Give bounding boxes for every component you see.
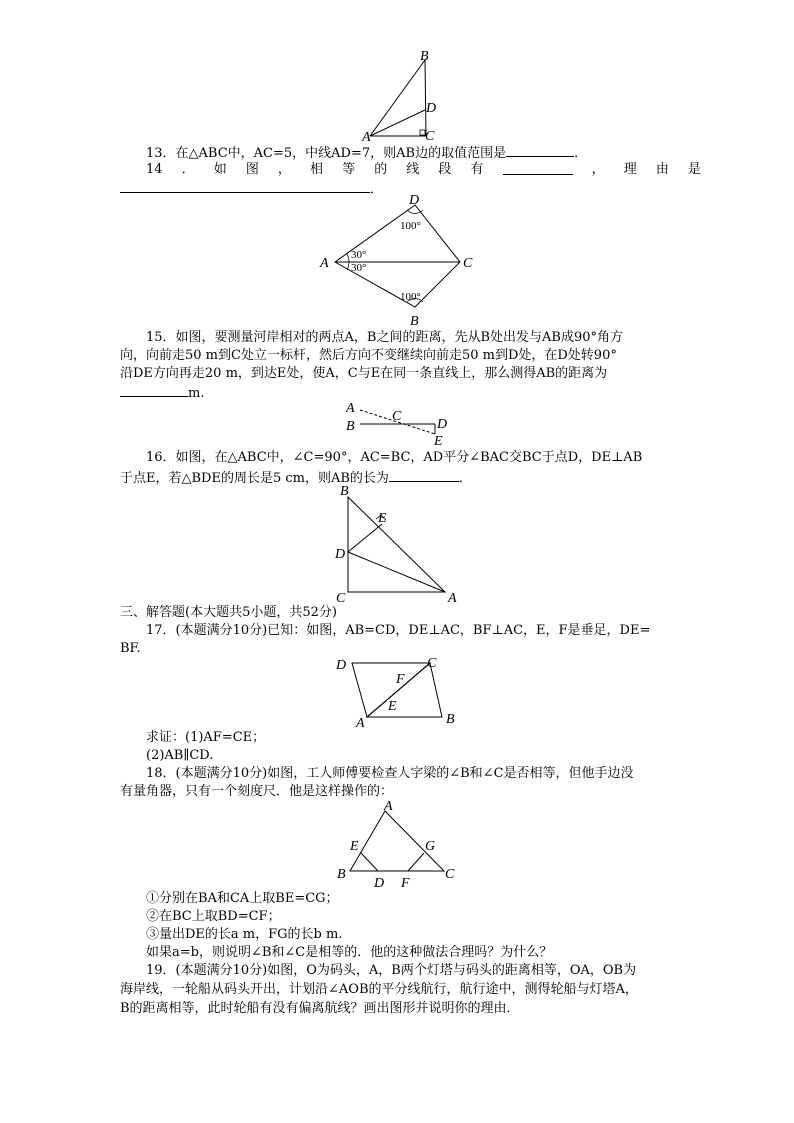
q18-label-g: G [425,839,436,854]
q18-step2: ②在BC上取BD=CF； [146,909,281,924]
q18-label-d: D [374,876,385,891]
q18-question: 如果a=b，则说明∠B和∠C是相等的．他的这种做法合理吗？为什么？ [146,945,553,960]
q18-label-f: F [401,876,410,891]
q14-angle-a2: 30° [351,262,367,274]
q14-angle-a1: 30° [351,249,367,261]
q14-label-d: D [409,193,420,208]
q14-label-c: C [463,256,473,271]
q16-line1: 16．如图，在△ABC中，∠C=90°，AC=BC，AD平分∠BAC交BC于点D，DE⊥AB [146,450,643,465]
q15-line3: 沿DE方向再走20 m，到达E处，使A，C与E在同一条直线上，那么测得AB的距离为 [120,366,608,381]
q15-label-a: A [346,401,355,416]
q15-label-b: B [346,419,355,434]
q15-line2: 向，向前走50 m到C处立一标杆，然后方向不变继续向前走50 m到D处，在D处转90° [120,348,617,363]
q13-label-c: C [425,129,435,143]
q17-label-d: D [336,658,347,673]
q17-label-c: C [427,656,437,671]
q16-figure [330,482,465,607]
q15-line1: 15．如图，要测量河岸相对的两点A，B之间的距离，先从B处出发与AB成90°角方 [146,330,624,345]
q15-label-c: C [392,409,402,424]
q15-label-e: E [434,434,443,448]
q15-figure [340,398,455,448]
q19-line2: 海岸线，一轮船从码头开出，计划沿∠AOB的平分线航行，航行途中，测得轮船与灯塔A， [120,982,638,997]
q18-figure [330,798,465,893]
q18-label-c: C [445,867,455,882]
q15-line4: m. [120,384,204,402]
q18-step1: ①分别在BA和CA上取BE=CG； [146,891,339,906]
q19-line1: 19．(本题满分10分)如图，O为码头，A，B两个灯塔与码头的距离相等，OA，OB为 [146,963,637,978]
q13-label-b: B [420,49,429,64]
q13-text: 13．在△ABC中，AC=5，中线AD=7，则AB边的取值范围是 ． [146,146,588,161]
q13-figure [360,48,440,143]
q17-prove1: 求证：(1)AF=CE； [146,730,266,745]
q15-label-d: D [437,417,448,432]
q17-line1: 17．(本题满分10分)已知：如图，AB=CD，DE⊥AC，BF⊥AC，E，F是垂足，DE= [146,623,651,638]
q17-label-b: B [446,712,455,727]
q17-line2: BF. [120,641,141,656]
q14-figure [315,192,480,328]
q17-label-f: F [396,672,405,687]
q16-label-e: E [378,511,387,526]
q13-label-a: A [362,130,371,143]
q14-label-b: B [410,314,419,328]
q16-label-a: A [448,591,457,606]
q18-line2: 有量角器，只有一个刻度尺．他是这样操作的： [120,784,394,799]
section-heading: 三、解答题(本大题共5小题，共52分) [120,605,337,620]
q18-step3: ③量出DE的长a m，FG的长b m. [146,927,343,942]
q14-label-a: A [320,256,329,271]
q19-line3: B的距离相等，此时轮船有没有偏离航线？画出图形并说明你的理由． [120,1001,520,1016]
q18-label-a: A [384,799,393,814]
q18-label-b: B [337,867,346,882]
q17-label-e: E [388,699,397,714]
q16-line2: 于点E，若△BDE的周长是5 cm，则AB的长为 ． [120,471,472,486]
q16-label-b: B [340,484,349,499]
q14-angle-top: 100° [400,220,421,232]
q18-line1: 18．(本题满分10分)如图，工人师傅要检查人字梁的∠B和∠C是否相等，但他手边没 [146,766,634,781]
q14-text: 14 ． 如 图 ， 相 等 的 线 段 有 ， 理 由 是 [146,162,701,177]
q16-label-d: D [335,547,346,562]
q13-label-d: D [426,101,437,116]
q17-prove2: (2)AB∥CD. [146,748,214,763]
q14-angle-bottom: 100° [400,291,421,303]
q18-label-e: E [350,839,359,854]
q16-label-c: C [336,591,346,606]
q17-label-a: A [356,716,365,731]
q17-figure [330,650,465,732]
q14-answer-line: ． [120,180,383,198]
